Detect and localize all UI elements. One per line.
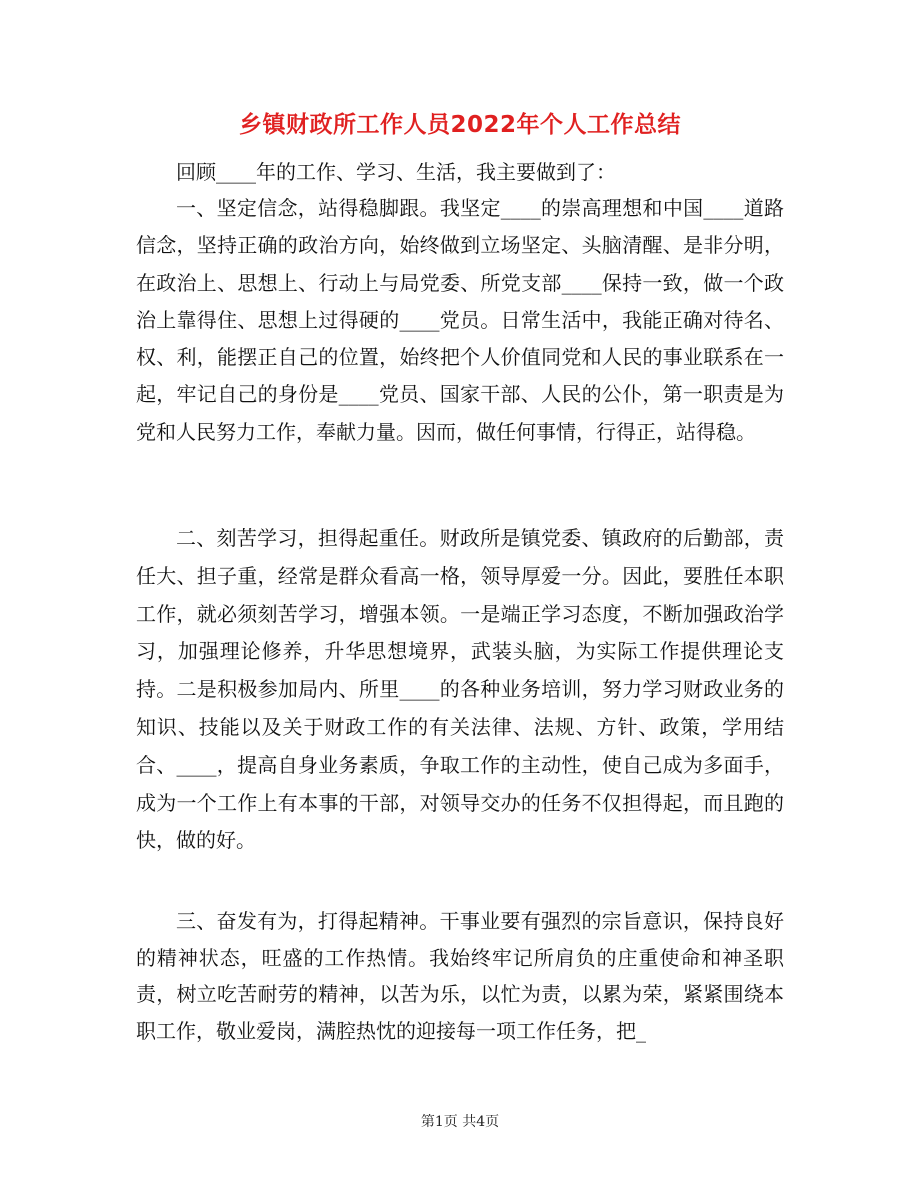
paragraph-1: 一、坚定信念，站得稳脚跟。我坚定____的崇高理想和中国____道路信念，坚持正确的政治方向，始终做到立场坚定、头脑清醒、是非分明，在政治上、思想上、行动上与局党委、所党支部____保持一致，做一个政治上靠得住、思想上过得硬的____党员。日常生活中，我能正确对待名、权、利，能摆正自己的位置，始终把个人价值同党和人民的事业联系在一起，牢记自己的身份是____党员、国家干部、人民的公仆，第一职责是为党和人民努力工作，奉献力量。因而，做任何事情，行得正，站得稳。	[136, 196, 784, 444]
paragraph-intro-block	[136, 154, 784, 190]
paragraph-3-block	[136, 903, 784, 1050]
paragraph-2: 二、刻苦学习，担得起重任。财政所是镇党委、镇政府的后勤部，责任大、担子重，经常是群众看高一格，领导厚爱一分。因此，要胜任本职工作，就必须刻苦学习，增强本领。一是端正学习态度，不断加强政治学习，加强理论修养，升华思想境界，武装头脑，为实际工作提供理论支持。二是积极参加局内、所里____的各种业务培训，努力学习财政业务的知识、技能以及关于财政工作的有关法律、法规、方针、政策，学用结合、____，提高自身业务素质，争取工作的主动性，使自己成为多面手，成为一个工作上有本事的干部，对领导交办的任务不仅担得起，而且跑的快，做的好。	[136, 526, 784, 853]
paragraph-3: 三、奋发有为，打得起精神。干事业要有强烈的宗旨意识，保持良好的精神状态，旺盛的工作热情。我始终牢记所肩负的庄重使命和神圣职责，树立吃苦耐劳的精神，以苦为乐，以忙为责，以累为荣，紧紧围绕本职工作，敬业爱岗，满腔热忱的迎接每一项工作任务，把_	[136, 909, 784, 1044]
page-footer: 第1页 共4页	[420, 1114, 500, 1130]
document-title: 乡镇财政所工作人员2022年个人工作总结	[238, 112, 681, 138]
paragraph-1-block	[136, 190, 784, 451]
paragraph-intro: 回顾____年的工作、学习、生活，我主要做到了：	[176, 160, 616, 184]
paragraph-2-block	[136, 520, 784, 860]
